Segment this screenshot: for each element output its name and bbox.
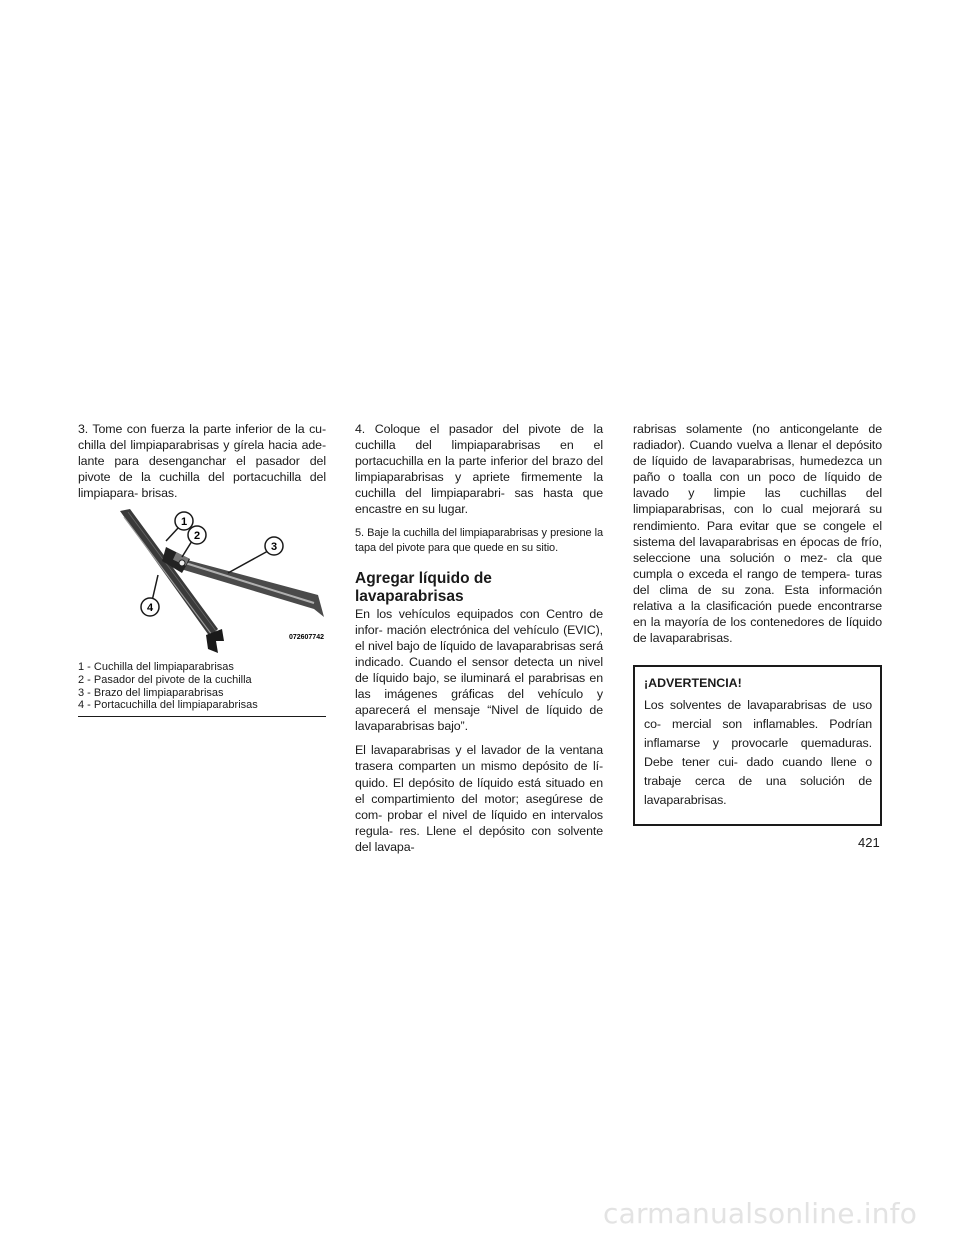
wiper-blade-figure (78, 507, 328, 655)
step-5-text: 5. Baje la cuchilla del limpiaparabrisas y presione la tapa del pivote para que quede en su sitio. (355, 526, 603, 554)
legend-item: 2 - Pasador del pivote de la cuchilla (78, 674, 252, 687)
warning-box (633, 665, 882, 826)
legend-item: 3 - Brazo del limpiaparabrisas (78, 686, 224, 699)
wiper-illustration (78, 507, 328, 655)
section-heading: Agregar líquido de lavaparabrisas (355, 569, 492, 605)
step-3-text: 3. Tome con fuerza la parte inferior de la cu- chilla del limpiaparabrisas y gírela hacia ade- lante para desenganchar el pasador del pivote de la cuchilla del portacuchilla del limpiapara- brisas. (78, 422, 326, 501)
reservoir-paragraph: El lavaparabrisas y el lavador de la ventana trasera comparten un mismo depósito de lí- quido. El depósito de líquido está situado en el compartimiento del motor; asegúrese de com- probar el nivel de líquido en intervalos regula- res. Llene el depósito con solvente del lavapa- (355, 743, 603, 854)
callout-4: 4 (146, 602, 154, 615)
solvent-paragraph: rabrisas solamente (no anticongelante de radiador). Cuando vuelva a llenar el depósito de líquido de lavaparabrisas, humedezca un paño o toalla con un poco de líquido de lavado y limpie las cuchillas del limpiaparabrisas, con lo cual mejorará su rendimiento. Para evitar que se congele el sistema del lavaparabrisas en épocas de frío, seleccione una solución o mez- cla que cumpla o exceda el rango de tempera- turas del clima de su zona. Esta información relativa a la clasificación puede encontrarse en la mayoría de los contenedores de líquido de lavaparabrisas. (633, 422, 882, 646)
step-4-text: 4. Coloque el pasador del pivote de la cuchilla del limpiaparabrisas en el portacuchilla en la parte inferior del brazo del limpiaparabrisas y apriete firmemente la cuchilla del limpiaparabri- sas hasta que encastre en su lugar. (355, 422, 603, 517)
evic-paragraph: En los vehículos equipados con Centro de infor- mación electrónica del vehículo (EVIC), el nivel bajo de líquido de lavaparabrisas será indicado. Cuando el sensor detecta un nivel de líquido bajo, se iluminará el parabrisas en las imágenes gráficas del vehículo y aparecerá el mensaje “Nivel de líquido de lavaparabrisas bajo”. (355, 606, 603, 734)
legend-item: 4 - Portacuchilla del limpiaparabrisas (78, 699, 258, 712)
column-right (633, 421, 882, 826)
callout-1: 1 (180, 516, 188, 529)
callout-3: 3 (270, 541, 278, 554)
column-left (78, 421, 326, 717)
legend-item: 1 - Cuchilla del limpiaparabrisas (78, 661, 234, 674)
callout-2: 2 (193, 530, 201, 543)
warning-text: Los solventes de lavaparabrisas de uso co- mercial son inflamables. Podrían inflamarse y provocarle quemaduras. Debe tener cui- dado cuando llene o trabaje cerca de una solución de lavaparabrisas. (644, 698, 872, 808)
column-middle (355, 421, 603, 855)
figure-code: 072607742 (288, 634, 324, 642)
figure-legend (78, 661, 326, 711)
warning-title: ¡ADVERTENCIA! (644, 676, 742, 691)
legend-divider (78, 716, 326, 717)
page-number: 421 (858, 835, 880, 850)
watermark: carmanualsonline.info (603, 1197, 918, 1230)
